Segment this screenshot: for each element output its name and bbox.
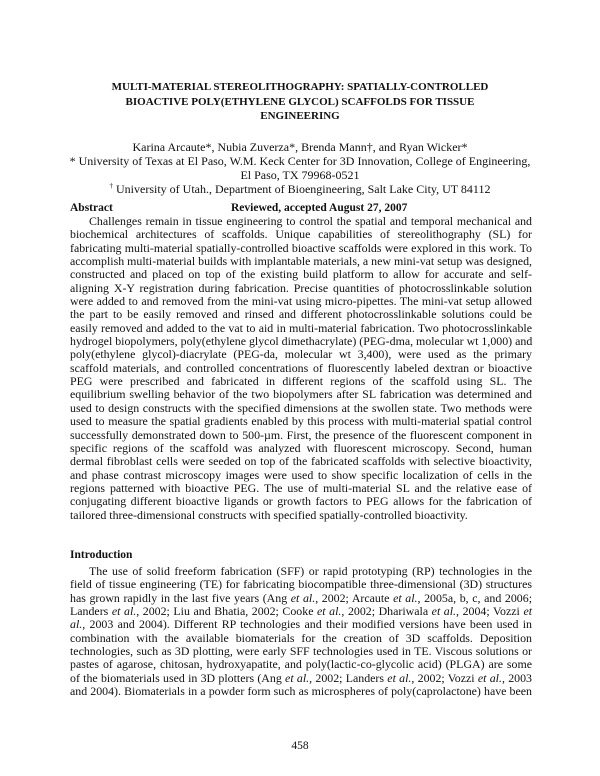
abstract-line: scaffold materials, and controlled concentrations of fluorescently labeled dextran or bioactive <box>70 360 532 375</box>
abstract-line: aligning X-Y registration during fabrication. Precise quantities of photocrosslinkable solution <box>70 280 532 295</box>
abstract-line: accomplish multi-material builds with implantable materials, a new mini-vat setup was designed, <box>70 254 532 269</box>
citation-et-al: al. <box>70 617 83 632</box>
text-segment: , 2005a, b, c, and 2006; <box>417 590 533 605</box>
citation-et-al: et al. <box>393 590 418 605</box>
citation-et-al: et al. <box>317 604 342 619</box>
abstract-line: easily removed and added to the vat to aid in multi-material fabrication. Two photocrosslinkable <box>70 320 532 335</box>
text-segment: field of tissue engineering (TE) for fabricating biocompatible three-dimensional (3D) structures <box>70 577 532 592</box>
abstract-line: dermal fibroblast cells were seeded on top of the fabricated scaffolds with selective bioactivity, <box>70 454 532 469</box>
abstract-body <box>70 215 532 522</box>
text-segment: , 2002; Arcaute <box>315 590 394 605</box>
abstract-line: equilibrium swelling behavior of the two biopolymers after SL fabrication was determined and <box>70 387 532 402</box>
text-segment: has grown rapidly in the last five years (Ang <box>70 590 291 605</box>
dagger-mark: † <box>109 182 113 190</box>
text-segment: The use of solid freeform fabrication (SFF) or rapid prototyping (RP) technologies in the <box>89 564 532 578</box>
citation-et-al: et <box>523 604 533 619</box>
introduction-line <box>70 632 532 645</box>
text-segment: , 2002; Vozzi <box>411 670 478 685</box>
abstract-heading: Abstract <box>70 202 113 214</box>
text-segment: , 2002; Landers <box>309 670 388 685</box>
introduction-line <box>70 618 532 631</box>
abstract-line: hydrogel biopolymers, poly(ethylene glycol dimethacrylate) (PEG-dma, molecular wt 1,000) and <box>70 334 533 349</box>
introduction-line <box>70 645 532 658</box>
citation-et-al: et al. <box>477 670 502 685</box>
text-segment: , 2002; Liu and Bhatia, 2002; Cooke <box>136 604 318 619</box>
affiliation-2 <box>0 182 600 197</box>
text-segment: , 2004; Vozzi <box>456 604 524 619</box>
abstract-line: fabricating multi-material spatially-controlled bioactive scaffolds were explored in this work. To <box>70 240 532 255</box>
text-segment: of the biomaterials used in 3D plotters (Ang <box>70 670 286 685</box>
introduction-line <box>70 565 532 578</box>
text-segment: , 2002; Dhariwala <box>341 604 432 619</box>
abstract-line: regions patterned with bioactive PEG. The use of multi-material SL and the relative ease of <box>70 480 532 495</box>
abstract-line: biochemical architectures of scaffolds. Unique capabilities of stereolithography (SL) for <box>70 227 532 242</box>
citation-et-al: et al. <box>111 604 137 619</box>
review-note: Reviewed, accepted August 27, 2007 <box>231 202 408 214</box>
text-segment: Landers <box>70 604 112 619</box>
abstract-line: successfully demonstrated down to 500-µm. First, the presence of the fluorescent component in <box>70 427 532 442</box>
abstract-line: were added to and removed from the mini-vat using micro-pipettes. The mini-vat setup allowed <box>70 294 532 309</box>
page-number: 458 <box>291 740 309 752</box>
citation-et-al: et al. <box>290 590 316 605</box>
citation-et-al: et al. <box>431 604 457 619</box>
affiliation-1-line-1: * University of Texas at El Paso, W.M. Keck Center for 3D Innovation, College of Engineering, <box>69 154 531 168</box>
affiliation-1-line-2: El Paso, TX 79968-0521 <box>240 168 360 182</box>
introduction-line <box>70 658 532 671</box>
introduction-line <box>70 605 532 618</box>
abstract-line: PEG were prescribed and fabricated in different regions of the scaffold using SL. The <box>70 374 532 389</box>
abstract-line: used to design constructs with the specified dimensions at the swollen state. Two methods were <box>70 400 532 415</box>
abstract-line: Challenges remain in tissue engineering to control the spatial and temporal mechanical and <box>89 214 532 228</box>
title-line-3: ENGINEERING <box>260 110 340 122</box>
abstract-line: the part to be easily removed and rinsed and different photocrosslinkable solutions could be <box>70 307 532 322</box>
introduction-heading: Introduction <box>70 549 133 561</box>
citation-et-al: et al. <box>285 670 310 685</box>
abstract-line: used to measure the spatial gradients enabled by this process with multi-material spatial control <box>70 414 532 429</box>
title-line-2: BIOACTIVE POLY(ETHYLENE GLYCOL) SCAFFOLDS FOR TISSUE <box>125 96 475 108</box>
authors: Karina Arcaute*, Nubia Zuverza*, Brenda Mann†, and Ryan Wicker* <box>132 140 468 154</box>
abstract-line: conjugating different bioactive ligands or growth factors to PEG allows for the fabrication of <box>70 494 532 509</box>
abstract-line: tailored three-dimensional constructs with specified spatially-controlled bioactivity. <box>70 507 468 522</box>
abstract-line: poly(ethylene glycol)-diacrylate (PEG-da, molecular wt 3,400), were used as the primary <box>70 347 532 362</box>
abstract-line: specific regions of the scaffold was analyzed with fluorescent microscopy. Second, human <box>70 440 532 455</box>
text-segment: combination with the available biomaterials for the creation of 3D scaffolds. Deposition <box>70 630 532 645</box>
introduction-line <box>70 578 532 591</box>
introduction-line <box>70 672 532 685</box>
text-segment: , 2003 and 2004). Different RP technologies and their modified versions have been used in <box>82 617 532 632</box>
title-line-1: MULTI-MATERIAL STEREOLITHOGRAPHY: SPATIALLY-CONTROLLED <box>111 81 489 93</box>
introduction-line <box>70 685 532 698</box>
text-segment: pastes of agarose, chitosan, hydroxyapatite, and poly(lactic-co-glycolic acid) (PLGA) are some <box>70 657 532 672</box>
text-segment: technologies, such as 3D plotting, were early SFF technologies used in TE. Viscous solutions or <box>70 644 532 659</box>
text-segment: , 2003 <box>501 670 532 685</box>
abstract-line: and phase contrast microscopy images were used to show specific localization of cells in the <box>70 467 532 482</box>
citation-et-al: et al. <box>387 670 412 685</box>
abstract-line: constructed and placed on top of the existing build platform to allow for accurate and self- <box>70 267 532 282</box>
text-segment: and 2004). Biomaterials in a powder form such as microspheres of poly(caprolactone) have been <box>70 684 532 699</box>
affiliation-2-text: University of Utah., Department of Bioengineering, Salt Lake City, UT 84112 <box>113 182 491 196</box>
introduction-line <box>70 592 532 605</box>
introduction-body <box>70 565 532 698</box>
